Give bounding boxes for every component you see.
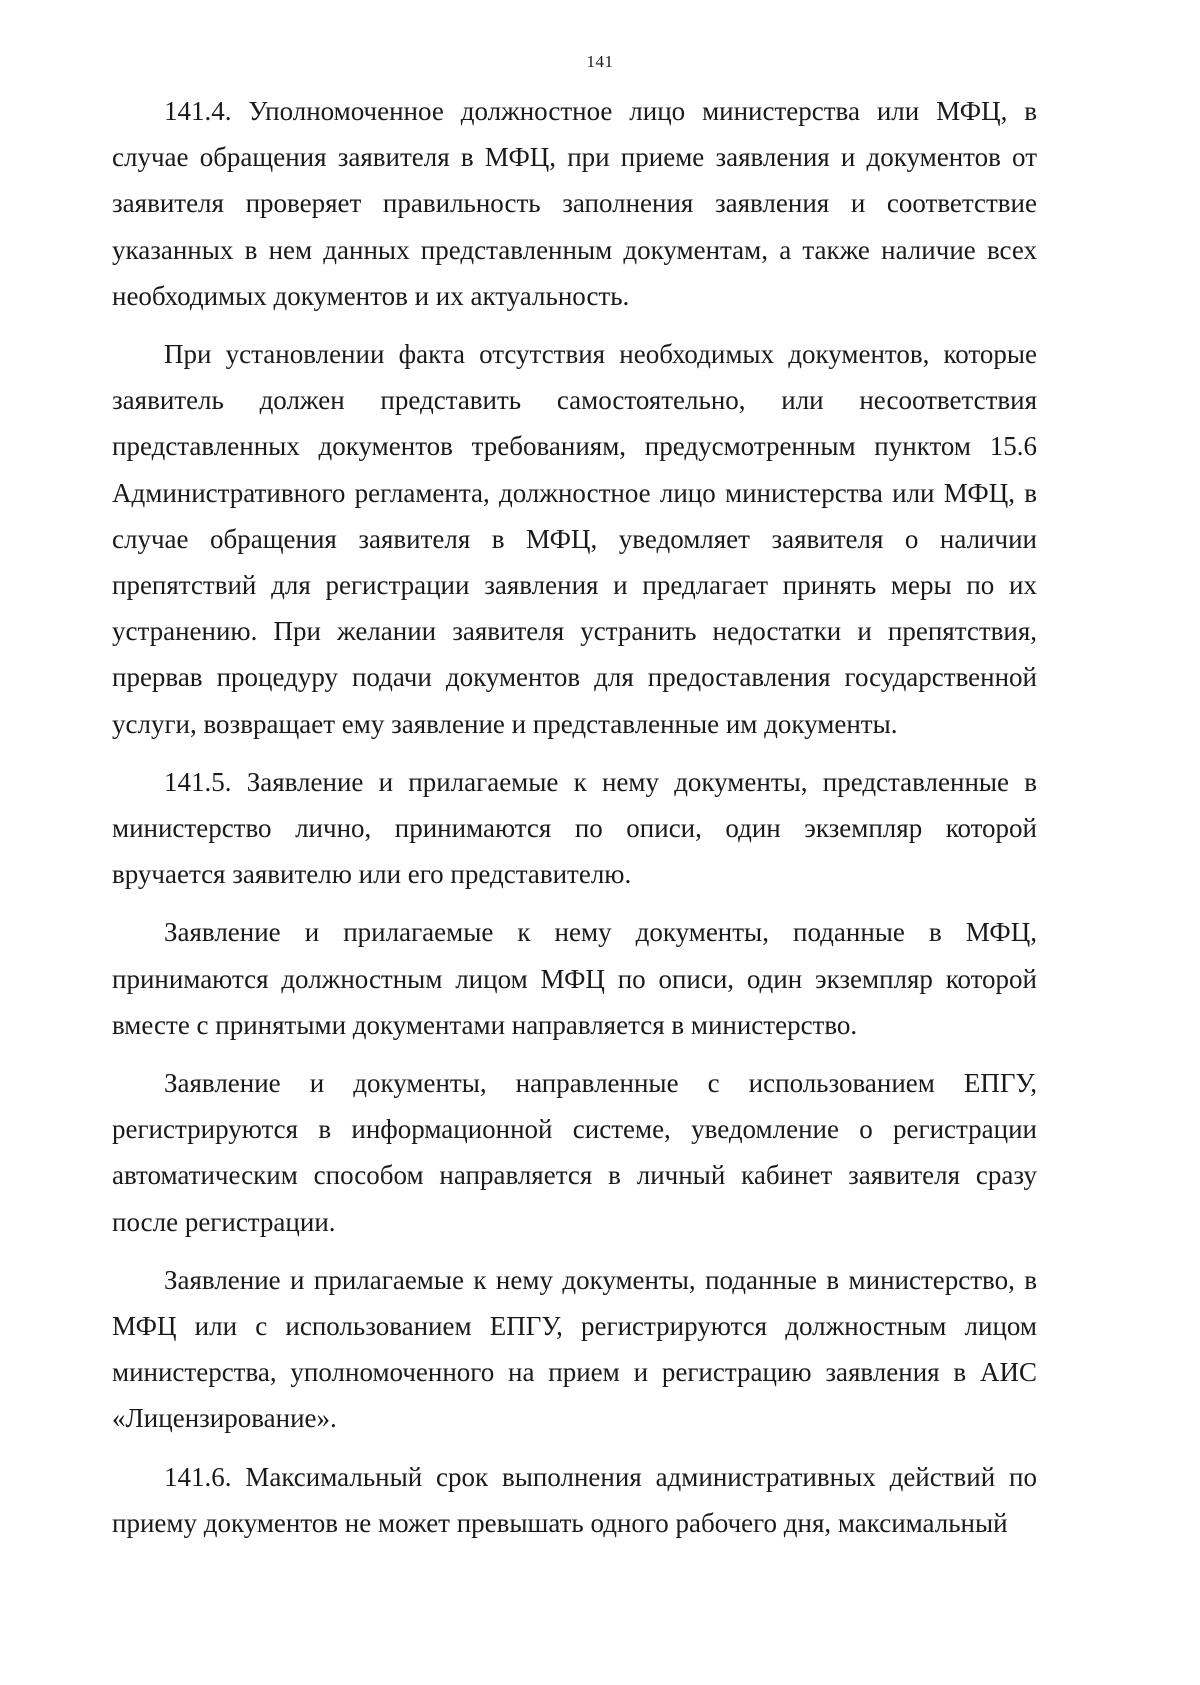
- paragraph-epgu-submission: Заявление и документы, направленные с использованием ЕПГУ, регистрируются в информационной системе, уведомление о регистрации автоматическим способом направляется в личный кабинет заявителя сразу после регистрации.: [112, 1068, 1037, 1237]
- paragraph-141-6: 141.6. Максимальный срок выполнения административных действий по приему документов не может превышать одного рабочего дня, максимальный: [112, 1461, 1037, 1538]
- document-body: [112, 88, 1037, 1558]
- paragraph-registration: Заявление и прилагаемые к нему документы, поданные в министерство, в МФЦ или с использованием ЕПГУ, регистрируются должностным лицом министерства, уполномоченного на прием и регистрацию заявления в АИС «Лицензирование».: [112, 1264, 1037, 1434]
- paragraph-mfc-submission: Заявление и прилагаемые к нему документы, поданные в МФЦ, принимаются должностным лицом МФЦ по описи, один экземпляр которой вместе с принятыми документами направляется в министерство.: [112, 917, 1037, 1040]
- paragraph-141-4: 141.4. Уполномоченное должностное лицо министерства или МФЦ, в случае обращения заявителя в МФЦ, при приеме заявления и документов от заявителя проверяет правильность заполнения заявления и соответствие указанных в нем данных представленным документам, а также наличие всех необходимых документов и их актуальность.: [112, 96, 1037, 311]
- paragraph-missing-documents: При установлении факта отсутствия необходимых документов, которые заявитель должен представить самостоятельно, или несоответствия представленных документов требованиям, предусмотренным пунктом 15.6 Административного регламента, должностное лицо министерства или МФЦ, в случае обращения заявителя в МФЦ, уведомляет заявителя о наличии препятствий для регистрации заявления и предлагает принять меры по их устранению. При желании заявителя устранить недостатки и препятствия, прервав процедуру подачи документов для предоставления государственной услуги, возвращает ему заявление и представленные им документы.: [112, 339, 1037, 739]
- paragraph-141-5: 141.5. Заявление и прилагаемые к нему документы, представленные в министерство лично, принимаются по описи, один экземпляр которой вручается заявителю или его представителю.: [112, 766, 1037, 890]
- page-number: 141: [586, 52, 614, 71]
